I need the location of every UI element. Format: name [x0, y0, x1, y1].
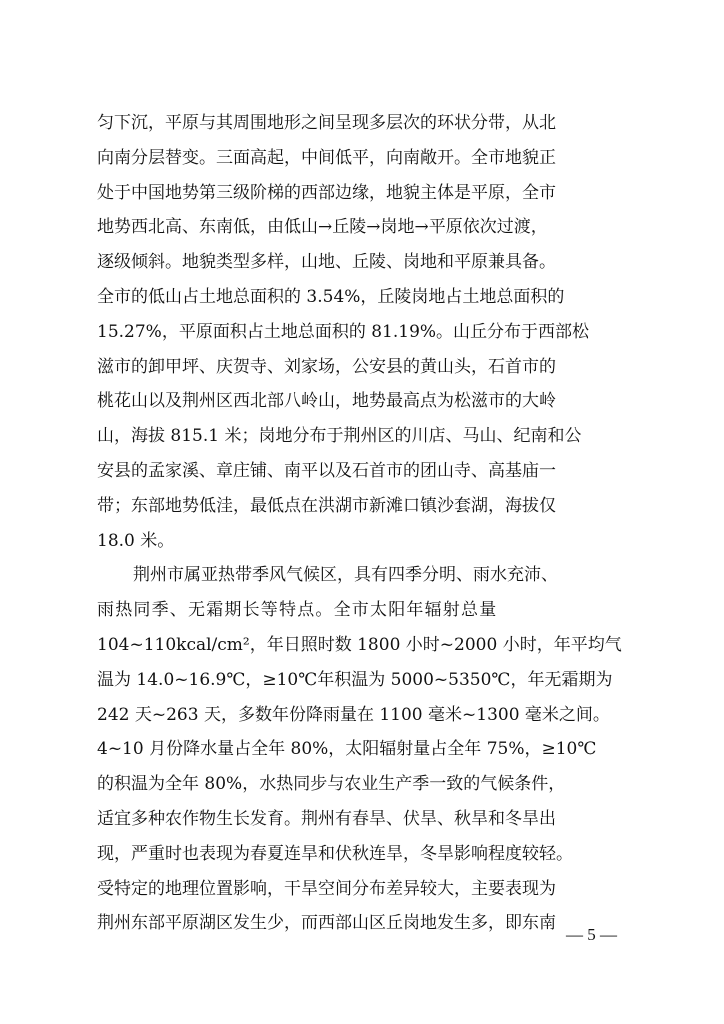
text-line: 带；东部地势低洼，最低点在洪湖市新滩口镇沙套湖，海拔仅 [97, 495, 556, 516]
text-line: 适宜多种农作物生长发育。荆州有春旱、伏旱、秋旱和冬旱出 [97, 808, 556, 829]
text-line: 山，海拔 815.1 米；岗地分布于荆州区的川店、马山、纪南和公 [97, 426, 582, 447]
text-line: 雨热同季、无霜期长等特点。全市太阳年辐射总量 [97, 600, 498, 621]
text-line: 滋市的卸甲坪、庆贺寺、刘家场，公安县的黄山头，石首市的 [97, 356, 556, 377]
text-line: 地势西北高、东南低，由低山→丘陵→岗地→平原依次过渡， [97, 217, 548, 238]
text-line: 4~10 月份降水量占全年 80%，太阳辐射量占全年 75%，≥10℃ [97, 739, 597, 760]
text-line: 15.27%，平原面积占土地总面积的 81.19%。山丘分布于西部松 [97, 321, 590, 342]
text-line: 现，严重时也表现为春夏连旱和伏秋连旱，冬旱影响程度较轻。 [97, 843, 573, 864]
text-line: 荆州东部平原湖区发生少，而西部山区丘岗地发生多，即东南 [97, 913, 556, 934]
page-number: — 5 — [566, 925, 617, 944]
text-line: 104~110kcal/cm²，年日照时数 1800 小时~2000 小时，年平均气 [97, 634, 622, 655]
text-line: 匀下沉，平原与其周围地形之间呈现多层次的环状分带，从北 [97, 113, 556, 133]
text-line: 242 天~263 天，多数年份降雨量在 1100 毫米~1300 毫米之间。 [97, 704, 610, 725]
text-line: 的积温为全年 80%，水热同步与农业生产季一致的气候条件， [97, 774, 566, 795]
text-line: 受特定的地理位置影响，干旱空间分布差异较大，主要表现为 [97, 878, 556, 899]
text-line: 18.0 米。 [97, 530, 175, 551]
text-line: 安县的孟家溪、章庄铺、南平以及石首市的团山寺、高基庙一 [97, 460, 556, 481]
text-line: 逐级倾斜。地貌类型多样，山地、丘陵、岗地和平原兼具备。 [97, 252, 556, 273]
text-line: 温为 14.0~16.9℃，≥10℃年积温为 5000~5350℃，年无霜期为 [97, 669, 613, 690]
text-line: 处于中国地势第三级阶梯的西部边缘，地貌主体是平原，全市 [97, 182, 556, 203]
text-line: 桃花山以及荆州区西北部八岭山，地势最高点为松滋市的大岭 [97, 391, 556, 412]
body-text [97, 106, 637, 941]
text-line: 向南分层替变。三面高起，中间低平，向南敞开。全市地貌正 [97, 147, 556, 168]
paragraph-first-line: 荆州市属亚热带季风气候区，具有四季分明、雨水充沛、 [133, 565, 558, 586]
text-line: 全市的低山占土地总面积的 3.54%，丘陵岗地占土地总面积的 [97, 286, 565, 307]
